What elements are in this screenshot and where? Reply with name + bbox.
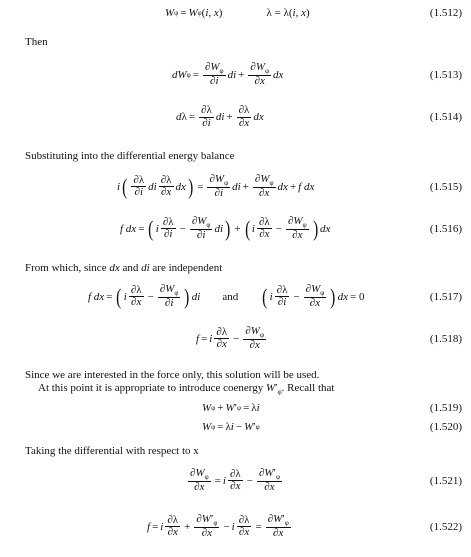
equation-1-519: W φ + W ′ φ = λ i (1.519) bbox=[202, 402, 462, 414]
equation-number: (1.515) bbox=[429, 181, 462, 193]
equation-1-515: i ( $\frac{\partial\lambda}{\partial i}$ di $\frac{\partial\lambda}{\partial x}$ dx ) = $\frac{\partial W_\varphi}{\partial i}$ di + $\frac{\partial W_\varphi}{\partial x}$ dx + f dx (1.515) bbox=[117, 172, 462, 200]
paragraph-taking: Taking the differential with respect to x bbox=[25, 445, 199, 457]
equation-number: (1.513) bbox=[429, 69, 462, 81]
equation-1-512: W φ = W φ (i, x) λ = λ(i, x) (1.512) bbox=[165, 7, 462, 19]
equation-number: (1.514) bbox=[429, 111, 462, 123]
equation-number: (1.520) bbox=[429, 421, 462, 433]
equals-zero: = 0 bbox=[350, 290, 365, 303]
paragraph-at-this-point: At this point it is appropriate to introduce coenergy $W'_\varphi$. Recall that bbox=[38, 382, 335, 397]
equation-1-513: dW φ = $\frac{\partial W_\varphi}{\partial i}$ di + $\frac{\partial W_\varphi}{\partial x}$ dx (1.513) bbox=[172, 60, 462, 88]
equation-1-520: W φ = λ i − W ′ φ (1.520) bbox=[202, 421, 462, 433]
paragraph-substituting: Substituting into the differential energy balance bbox=[25, 150, 235, 162]
equation-1-518: f = i $\frac{\partial\lambda}{\partial x}$ − $\frac{\partial W_\varphi}{\partial x}$ (1.518) bbox=[196, 324, 462, 352]
equation-number: (1.518) bbox=[429, 333, 462, 345]
and-word: and bbox=[222, 290, 239, 303]
equation-number: (1.517) bbox=[429, 291, 462, 303]
equation-number: (1.512) bbox=[429, 7, 462, 19]
equation-1-517: f dx = ( i $\frac{\partial\lambda}{\partial x}$ − $\frac{\partial W_\varphi}{\partial i}$ ) di and ( i $\frac{\partial\lambda}{\partial i}$ − $\frac{\partial W_\varphi}{\partial x}$ ) dx = 0 (1.517) bbox=[88, 282, 462, 310]
equation-1-521: $\frac{\partial W_\varphi}{\partial x}$ = i $\frac{\partial\lambda}{\partial x}$ − $\frac{\partial W'_\varphi}{\partial x}$ (1.521) bbox=[190, 466, 462, 494]
equation-1-514: d λ = $\frac{\partial\lambda}{\partial i}$ di + $\frac{\partial\lambda}{\partial x}$ dx (1.514) bbox=[176, 103, 462, 129]
equation-number: (1.521) bbox=[429, 475, 462, 487]
equation-number: (1.522) bbox=[429, 521, 462, 533]
equation-1-522: f = i $\frac{\partial\lambda}{\partial x}$ + $\frac{\partial W'_\varphi}{\partial x}$ − i $\frac{\partial\lambda}{\partial x}$ = $\frac{\partial W'_\varphi}{\partial x}$ (1.522) bbox=[147, 512, 462, 540]
paragraph-since: Since we are interested in the force only, this solution will be used. bbox=[25, 369, 320, 381]
equation-1-516: f dx = ( i $\frac{\partial\lambda}{\partial i}$ − $\frac{\partial W_\varphi}{\partial i}$ di ) + ( i $\frac{\partial\lambda}{\partial x}$ − $\frac{\partial W_\varphi}{\partial x}$ ) dx (1.516) bbox=[120, 214, 462, 242]
equation-number: (1.516) bbox=[429, 223, 462, 235]
paragraph-then: Then bbox=[25, 36, 48, 48]
paragraph-from-which: From which, since dx and di are independent bbox=[25, 262, 223, 274]
equation-number: (1.519) bbox=[429, 402, 462, 414]
